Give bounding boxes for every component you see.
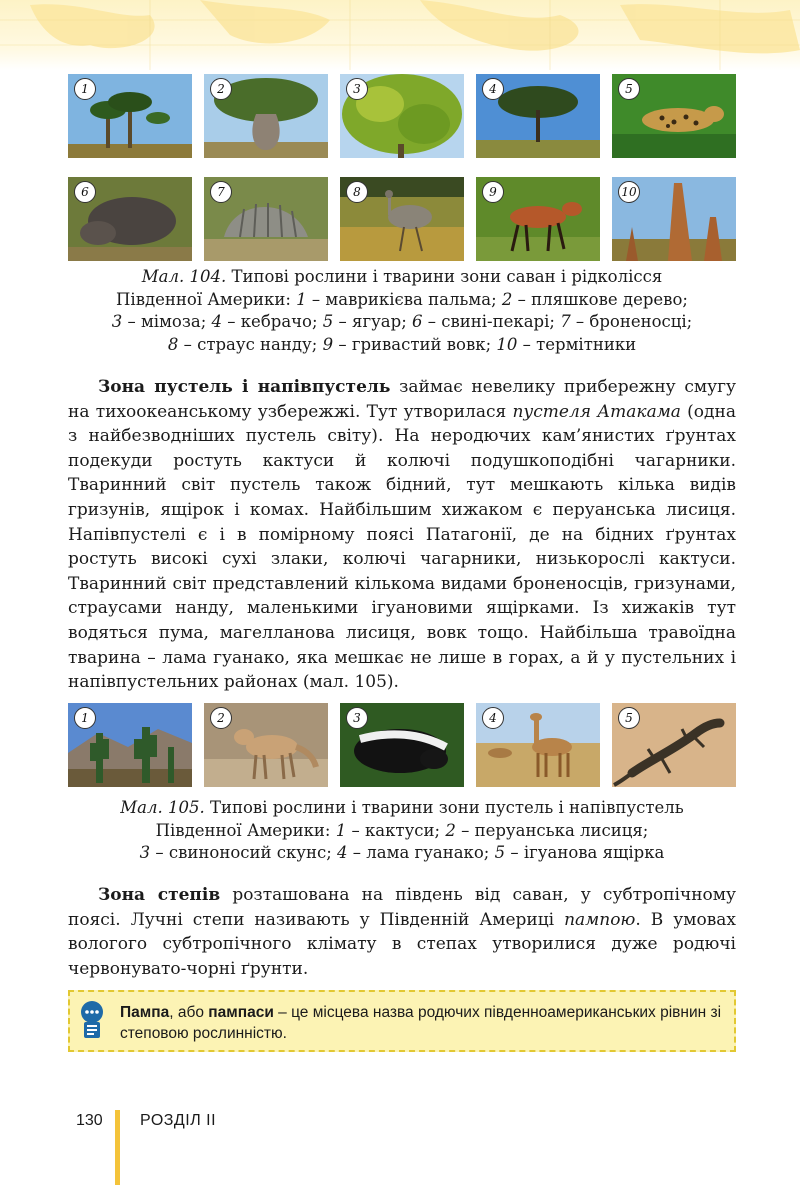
figure-105-caption: Мал. 105. Типові рослини і тварини зони пустель і напівпустель Південної Америки: 1 – кактуси; 2 – перуанська лисиця; 3 – свиноносий скунс; 4 – лама гуанако; 5 – ігуанова ящірка xyxy=(120,798,684,862)
photo-number-badge: 5 xyxy=(618,707,640,729)
figure-label: Мал. 104. xyxy=(141,267,227,286)
photo-peruvian-fox xyxy=(204,703,328,787)
photo-mauritia-palm xyxy=(68,74,192,158)
photo-number-badge: 6 xyxy=(74,181,96,203)
photo-peccary xyxy=(68,177,192,261)
figure-label: Мал. 105. xyxy=(120,798,205,817)
section-title: РОЗДІЛ II xyxy=(140,1112,217,1129)
photo-number-badge: 4 xyxy=(482,78,504,100)
page-number: 130 xyxy=(76,1112,103,1129)
photo-guanaco xyxy=(476,703,600,787)
figure-104-row-2 xyxy=(68,177,736,261)
photo-number-badge: 5 xyxy=(618,78,640,100)
photo-number-badge: 8 xyxy=(346,181,368,203)
photo-iguana-lizard xyxy=(612,703,736,787)
definition-box xyxy=(68,990,736,1052)
term-atacama: пустеля Атакама xyxy=(512,401,681,422)
paragraph-deserts: Зона пустель і напівпустель займає невелику прибережну смугу на тихоокеанському узбережжі. Тут утворилася пустеля Атакама (одна з найбезводніших пустель світу). На неродючих кам’янистих ґрунтах подекуди ростуть кактуси й колючі подушкоподібні чагарники. Тваринний світ пустель також бідний, тут мешкають кілька видів гризунів, ящірок і комах. Найбільшим хижаком є перуанська лисиця. Напівпустелі є і в помірному поясі Патагонії, де на бідних ґрунтах ростуть високі сухі злаки, колючі чагарники, низькорослі кактуси. Тваринний світ представлений кількома видами броненосців, гризунами, страусами нанду, маленькими ігуановими ящірками. Із хижаків тут водяться пума, магелланова лисиця, вовк тощо. Найбільша травоїдна тварина – лама гуанако, яка мешкає не лише в горах, а й у пустельних і напівпустельних районах (мал. 105). xyxy=(68,377,737,693)
footer-accent-bar xyxy=(115,1110,120,1185)
photo-number-badge: 3 xyxy=(346,707,368,729)
photo-termite-mounds xyxy=(612,177,736,261)
photo-armadillo xyxy=(204,177,328,261)
photo-skunk xyxy=(340,703,464,787)
photo-cacti xyxy=(68,703,192,787)
term-pampa-bold: Пампа xyxy=(120,1004,170,1021)
figure-104-caption: Мал. 104. Типові рослини і тварини зони саван і рідколісся Південної Америки: 1 – маврикієва пальма; 2 – пляшкове дерево; 3 – мімоза; 4 – кебрачо; 5 – ягуар; 6 – свині-пекарі; 7 – броненосці; 8 – страус нанду; 9 – гривастий вовк; 10 – термітники xyxy=(111,267,693,354)
photo-number-badge: 2 xyxy=(210,78,232,100)
photo-rhea xyxy=(340,177,464,261)
photo-number-badge: 1 xyxy=(74,707,96,729)
photo-bottle-tree xyxy=(204,74,328,158)
speech-bubble-icon xyxy=(78,1000,108,1040)
photo-number-badge: 3 xyxy=(346,78,368,100)
photo-number-badge: 7 xyxy=(210,181,232,203)
term-desert-zone: Зона пустель і напівпустель xyxy=(98,377,391,397)
world-map-decoration xyxy=(0,0,800,70)
figure-104-row-1 xyxy=(68,74,736,158)
term-steppe-zone: Зона степів xyxy=(98,885,221,905)
photo-mimosa xyxy=(340,74,464,158)
header-world-map xyxy=(0,0,800,70)
paragraph-steppes: Зона степів розташована на південь від саван, у субтропічному поясі. Лучні степи називають у Південній Америці пампою. В умовах вологого субтропічного клімату в степах утворилися дуже родючі червонувато-чорні ґрунти. xyxy=(68,885,736,979)
figure-105-row xyxy=(68,703,736,787)
photo-number-badge: 1 xyxy=(74,78,96,100)
term-pampasy-bold: пампаси xyxy=(208,1004,274,1021)
photo-number-badge: 10 xyxy=(618,181,640,203)
photo-jaguar xyxy=(612,74,736,158)
term-pampa: пампою xyxy=(564,909,636,930)
definition-text: Пампа, або пампаси – це місцева назва родючих південноамериканських рівнин зі степовою рослинністю. xyxy=(120,1004,722,1042)
photo-number-badge: 2 xyxy=(210,707,232,729)
photo-quebracho xyxy=(476,74,600,158)
photo-number-badge: 4 xyxy=(482,707,504,729)
photo-number-badge: 9 xyxy=(482,181,504,203)
photo-maned-wolf xyxy=(476,177,600,261)
